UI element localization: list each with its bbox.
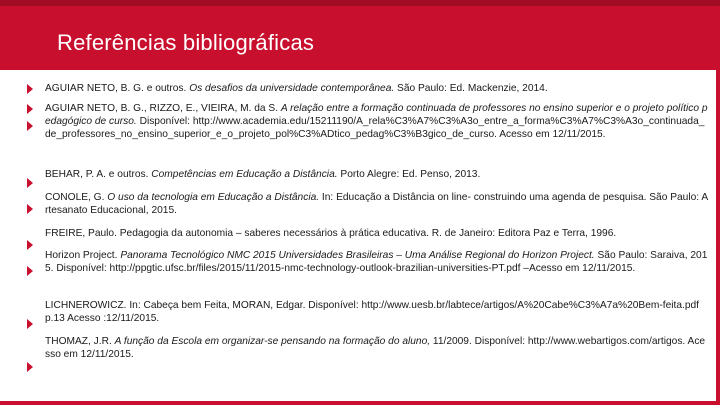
bullet-icon xyxy=(27,266,33,276)
reference-item xyxy=(45,336,710,362)
bullet-icon xyxy=(27,104,33,114)
reference-item xyxy=(45,169,710,182)
reference-title: O uso da tecnologia em Educação a Distância. xyxy=(107,192,320,203)
reference-text: Disponível: http://www.academia.edu/15211190/A_rela%C3%A7%C3%A3o_entre_a_forma%C3%A7%C3%A3o_continuada_de_professores_no_ensino_superior_e_o_projeto_pol%C3%ADtico_pedag%C3%B3gico_de_curso. Acesso em 12/11/2015. xyxy=(45,115,705,140)
banner-top-strip xyxy=(0,0,720,6)
reference-text: Porto Alegre: Ed. Penso, 2013. xyxy=(337,169,481,180)
bullet-icon xyxy=(27,240,33,250)
reference-text: BEHAR, P. A. e outros. xyxy=(45,169,152,180)
reference-title: Competências em Educação a Distância. xyxy=(151,169,338,180)
reference-text: AGUIAR NETO, B. G., RIZZO, E., VIEIRA, M. da S. xyxy=(45,103,281,114)
reference-text: LICHNEROWICZ. In: Cabeça bem Feita, MORAN, Edgar. Disponível: http://www.uesb.br/labtece/artigos/A%20Cabe%C3%A7a%20Bem-feita.pdf p.13 Acesso :12/11/2015. xyxy=(45,300,699,324)
reference-item xyxy=(45,103,710,141)
bullet-icon xyxy=(27,84,33,94)
reference-text: São Paulo: Ed. Mackenzie, 2014. xyxy=(394,83,548,94)
reference-title: Os desafios da universidade contemporânea. xyxy=(189,83,395,94)
reference-text: São Paulo: Saraiva, 2015. Disponível: http://ppgtic.ufsc.br/files/2015/11/2015-nmc-technology-outlook-brazilian-universities-PT.pdf –Acesso em 12/11/2015. xyxy=(45,250,708,274)
reference-title: A relação entre a formação continuada de professores no ensino superior e o projeto político pedagógico de curso. xyxy=(45,103,708,127)
reference-item xyxy=(45,83,710,96)
bullet-icon xyxy=(27,178,33,188)
reference-text: THOMAZ, J.R. xyxy=(45,336,115,347)
reference-item xyxy=(45,250,710,276)
reference-item xyxy=(45,228,710,241)
reference-text: CONOLE, G. xyxy=(45,192,108,203)
bullet-icon xyxy=(27,204,33,214)
reference-text: Horizon Project. xyxy=(45,250,121,261)
reference-item xyxy=(45,300,710,326)
reference-title: A função da Escola em organizar-se pensando na formação do aluno, xyxy=(114,336,431,347)
reference-item xyxy=(45,192,710,218)
title-banner xyxy=(0,0,720,70)
bullet-icon xyxy=(27,319,33,329)
bullet-icon xyxy=(27,121,33,131)
page-title: Referências bibliográficas xyxy=(57,30,315,55)
reference-text: FREIRE, Paulo. Pedagogia da autonomia – saberes necessários à prática educativa. R. de Janeiro: Editora Paz e Terra, 1996. xyxy=(45,228,617,239)
reference-text: In: Educação a Distância on line- construindo uma agenda de pesquisa. São Paulo: Artesanato Educacional, 2015. xyxy=(45,192,709,216)
reference-text: AGUIAR NETO, B. G. e outros. xyxy=(45,83,190,94)
reference-text: 11/2009. Disponível: http://www.webartigos.com/artigos. Acesso em 12/11/2015. xyxy=(45,336,706,360)
reference-title: Panorama Tecnológico NMC 2015 Universidades Brasileiras – Uma Análise Regional do Horizon Project. xyxy=(120,250,595,261)
bullet-icon xyxy=(27,362,33,372)
